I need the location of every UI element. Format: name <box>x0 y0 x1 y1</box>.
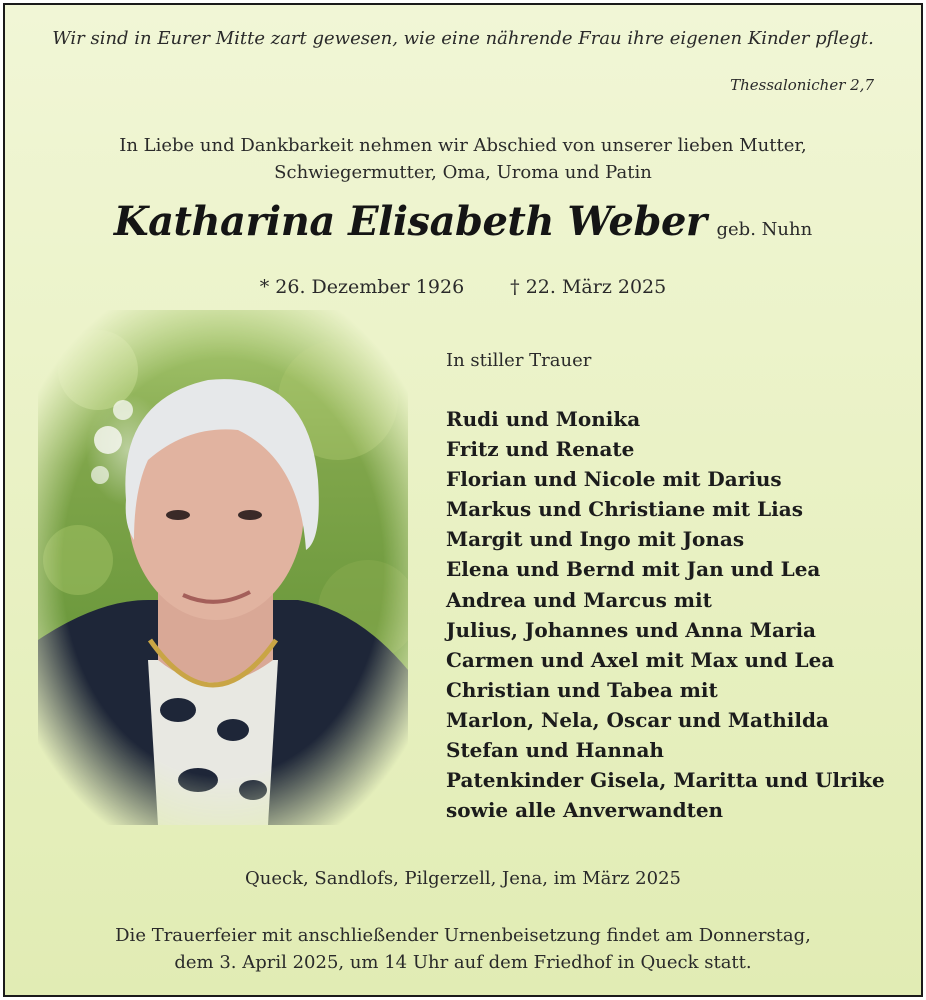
list-item: Christian und Tabea mit <box>446 677 718 702</box>
intro-text <box>0 132 926 186</box>
bible-verse-source: Thessalonicher 2,7 <box>730 76 874 94</box>
list-item: sowie alle Anverwandten <box>446 798 724 823</box>
birth-date: * 26. Dezember 1926 <box>259 276 465 298</box>
service-line: dem 3. April 2025, um 14 Uhr auf dem Friedhof in Queck statt. <box>174 952 752 973</box>
list-item: Rudi und Monika <box>446 407 641 431</box>
funeral-service-info <box>0 922 926 976</box>
list-item: Julius, Johannes und Anna Maria <box>446 617 816 642</box>
list-item: Margit und Ingo mit Jonas <box>446 527 745 552</box>
portrait-photo <box>38 310 408 825</box>
mourning-heading: In stiller Trauer <box>446 350 592 371</box>
deceased-name: Katharina Elisabeth Weber <box>113 198 707 245</box>
list-item: Fritz und Renate <box>446 437 635 462</box>
intro-line: Schwiegermutter, Oma, Uroma und Patin <box>274 162 652 183</box>
deceased-name-row <box>0 198 926 245</box>
list-item: Markus und Christiane mit Lias <box>446 497 804 522</box>
list-item: Marlon, Nela, Oscar und Mathilda <box>446 707 829 732</box>
intro-line: In Liebe und Dankbarkeit nehmen wir Abschied von unserer lieben Mutter, <box>119 135 807 156</box>
bible-verse: Wir sind in Eurer Mitte zart gewesen, wie eine nährende Frau ihre eigenen Kinder pflegt. <box>52 28 874 49</box>
mourners-list <box>446 404 885 825</box>
list-item: Andrea und Marcus mit <box>446 587 712 612</box>
list-item: Florian und Nicole mit Darius <box>446 467 782 492</box>
place-and-date: Queck, Sandlofs, Pilgerzell, Jena, im März 2025 <box>244 868 681 889</box>
maiden-name: geb. Nuhn <box>716 219 813 240</box>
life-dates <box>0 276 926 298</box>
portrait-photo-icon <box>38 310 408 825</box>
service-line: Die Trauerfeier mit anschließender Urnenbeisetzung findet am Donnerstag, <box>115 925 811 946</box>
list-item: Stefan und Hannah <box>446 738 664 763</box>
list-item: Carmen und Axel mit Max und Lea <box>446 647 835 672</box>
list-item: Patenkinder Gisela, Maritta und Ulrike <box>446 768 885 793</box>
death-date: † 22. März 2025 <box>510 276 667 298</box>
list-item: Elena und Bernd mit Jan und Lea <box>446 557 821 582</box>
